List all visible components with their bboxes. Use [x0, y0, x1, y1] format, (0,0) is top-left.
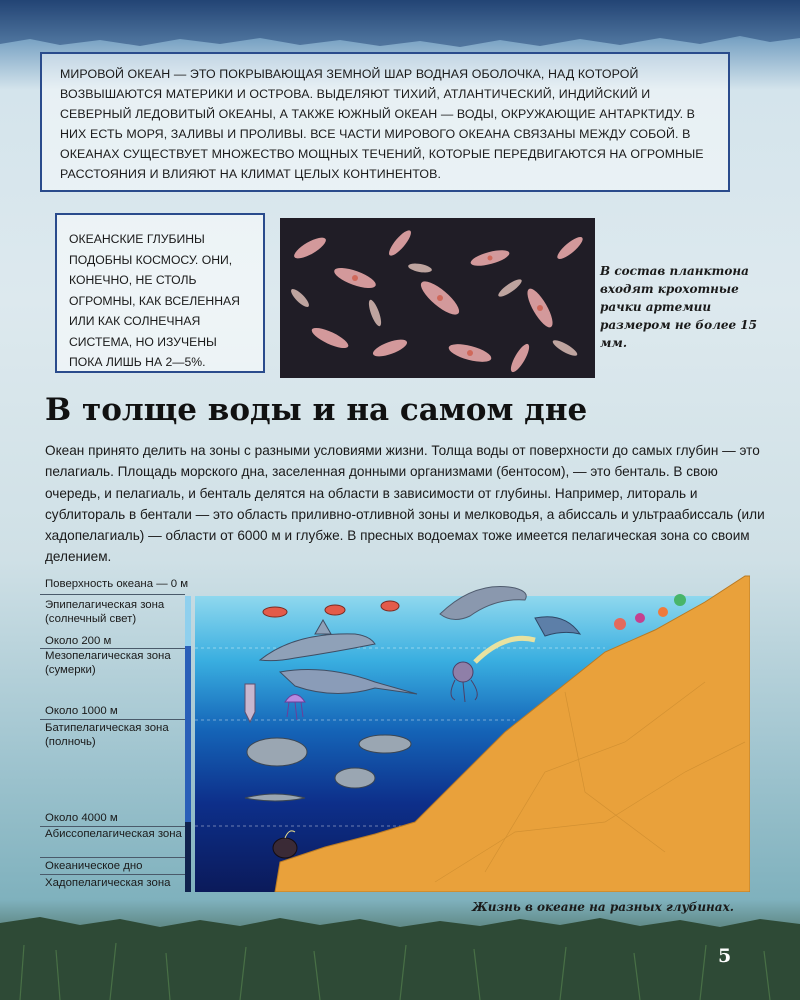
diagram-caption: Жизнь в океане на разных глубинах.: [472, 900, 734, 914]
zone-divider: [40, 719, 185, 720]
intro-text: МИРОВОЙ ОКЕАН — ЭТО ПОКРЫВАЮЩАЯ ЗЕМНОЙ ШАР ВОДНАЯ ОБОЛОЧКА, НАД КОТОРОЙ ВОЗВЫШАЮТСЯ МАТЕРИКИ И ОСТРОВА. ВЫДЕЛЯЮТ ТИХИЙ, АТЛАНТИЧЕСКИЙ, ИНДИЙСКИЙ И СЕВЕРНЫЙ ЛЕДОВИТЫЙ ОКЕАНЫ, А ТАКЖЕ ЮЖНЫЙ ОКЕАН — ВОДЫ, ОКРУЖАЮЩИЕ АНТАРКТИДУ. В НИХ ЕСТЬ МОРЯ, ЗАЛИВЫ И ПРОЛИВЫ. ВСЕ ЧАСТИ МИРОВОГО ОКЕАНА СВЯЗАНЫ МЕЖДУ СОБОЙ. В ОКЕАНАХ СУЩЕСТВУЕТ МНОЖЕСТВО МОЩНЫХ ТЕЧЕНИЙ, КОТОРЫЕ ПЕРЕДВИГАЮТСЯ НА ОГРОМНЫЕ РАССТОЯНИЯ И ВЛИЯЮТ НА КЛИМАТ ЦЕЛЫХ КОНТИНЕНТОВ.: [60, 67, 704, 181]
zone-label-1000m: Около 1000 м: [45, 705, 118, 717]
zone-label-epipelagic: Эпипелагическая зона (солнечный свет): [45, 599, 165, 625]
section-title: В толще воды и на самом дне: [45, 392, 588, 428]
artemia-shrimp-image: [280, 218, 595, 378]
zone-divider: [40, 874, 185, 875]
depth-fact-text: ОКЕАНСКИЕ ГЛУБИНЫ ПОДОБНЫ КОСМОСУ. ОНИ, КОНЕЧНО, НЕ СТОЛЬ ОГРОМНЫ, КАК ВСЕЛЕННАЯ ИЛИ КАК СОЛНЕЧНАЯ СИСТЕМА, НО ИЗУЧЕНЫ ПОКА ЛИШЬ НА 2—5%.: [69, 232, 240, 369]
page-number: 5: [718, 945, 732, 967]
zone-label-mesopelagic: Мезопелагическая зона (сумерки): [45, 650, 171, 676]
zone-label-surface: Поверхность океана — 0 м: [45, 578, 189, 590]
plankton-photo: [280, 218, 595, 378]
zone-label-4000m: Около 4000 м: [45, 812, 118, 824]
plankton-photo-caption: В состав планктона входят крохотные рачки артемии размером не более 15 мм.: [600, 264, 758, 350]
ocean-depth-diagram: [185, 572, 750, 892]
zone-label-200m: Около 200 м: [45, 635, 112, 647]
zone-label-ocean-floor: Океаническое дно: [45, 860, 143, 872]
zone-label-abyssopelagic: Абиссопелагическая зона: [45, 828, 182, 840]
torn-paper-top-edge: [0, 0, 800, 60]
intro-text-box: [40, 52, 730, 192]
zone-label-bathypelagic: Батипелагическая зона (полночь): [45, 722, 169, 748]
zone-label-hadopelagic: Хадопелагическая зона: [45, 877, 171, 889]
section-body-text: Океан принято делить на зоны с разными условиями жизни. Толща воды от поверхности до самых глубин — это пелагиаль. Площадь морского дна, заселенная донными организмами (бентосом), — это бенталь. В свою очередь, и пелагиаль, и бенталь делятся на области в зависимости от глубины. Например, литораль и сублитораль в бентали — это область приливно-отливной зоны и мелководья, а абиссаль и ультраабиссаль (или хадопелагиаль) — области от 6000 м и глубже. В пресных водоемах тоже имеется пелагическая зона со своим делением.: [45, 443, 765, 565]
zone-divider: [40, 857, 185, 858]
zone-divider: [40, 594, 185, 595]
torn-paper-bottom-edge: [0, 905, 800, 1000]
depth-fact-box: [55, 213, 265, 373]
